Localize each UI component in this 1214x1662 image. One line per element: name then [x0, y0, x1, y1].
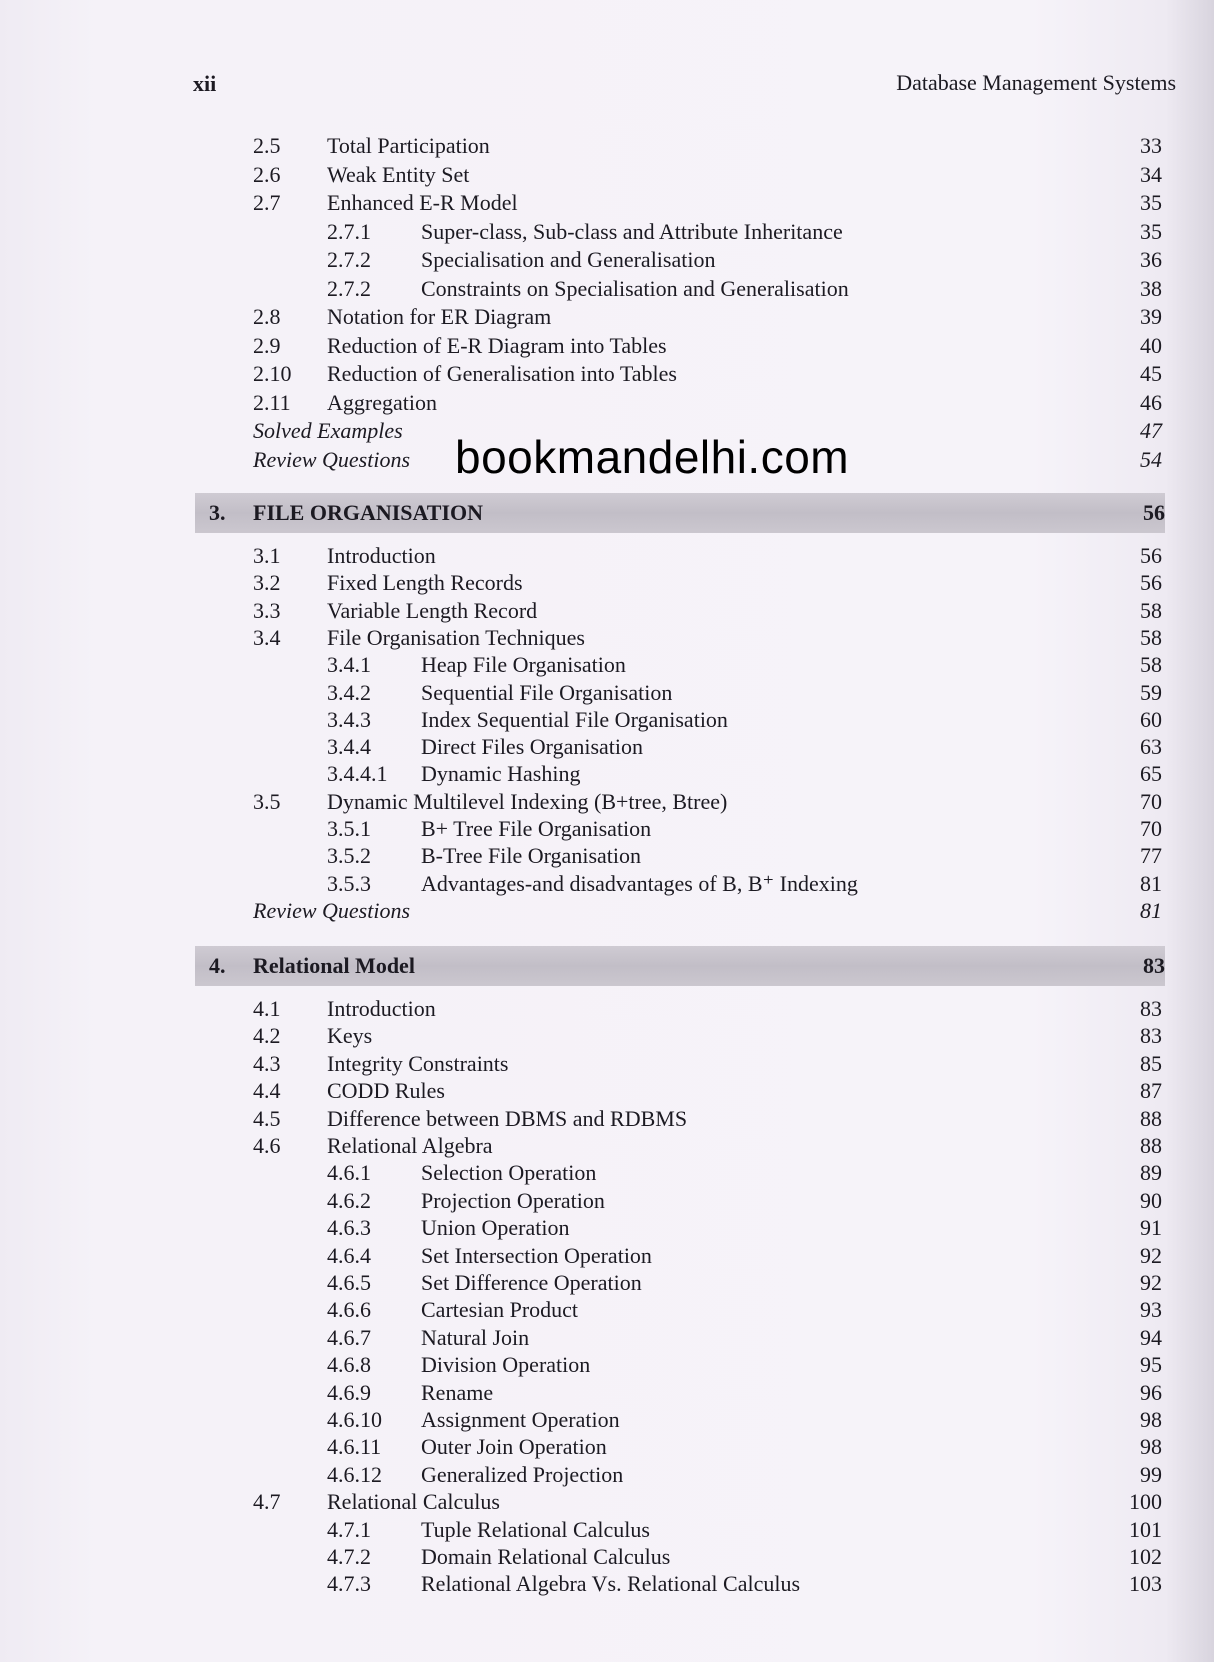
toc-entry	[0, 1188, 1214, 1216]
toc-entry	[0, 1078, 1214, 1106]
entry-number: 3.5.2	[327, 843, 371, 869]
chapter-title: FILE ORGANISATION	[253, 500, 484, 525]
entry-title: Dynamic Hashing	[421, 761, 581, 787]
toc-entry	[0, 652, 1214, 680]
entry-title: CODD Rules	[327, 1078, 445, 1104]
entry-title: Division Operation	[421, 1352, 591, 1378]
entry-title: Reduction of Generalisation into Tables	[327, 361, 677, 386]
entry-title: Aggregation	[327, 389, 437, 415]
entry-title: Fixed Length Records	[327, 570, 523, 596]
entry-number: 4.4	[253, 1078, 281, 1104]
entry-page: 47	[1140, 418, 1162, 443]
entry-number: 3.3	[253, 597, 281, 623]
toc-entry	[0, 816, 1214, 844]
toc-entry	[0, 390, 1214, 418]
toc-entry	[0, 1380, 1214, 1408]
toc-entry	[0, 219, 1214, 247]
chapter-heading-4	[195, 946, 1165, 986]
entry-number: 2.6	[253, 161, 281, 187]
toc-entry	[0, 570, 1214, 598]
entry-number: 3.4.1	[327, 652, 371, 678]
entry-title: B-Tree File Organisation	[421, 843, 641, 869]
toc-entry	[0, 1023, 1214, 1051]
entry-page: 56	[1140, 543, 1162, 568]
entry-page: 54	[1140, 446, 1162, 472]
entry-number: 3.1	[253, 543, 281, 568]
entry-title: Assignment Operation	[421, 1407, 620, 1432]
entry-page: 90	[1140, 1187, 1162, 1213]
entry-page: 40	[1140, 332, 1162, 358]
entry-number: 2.10	[253, 361, 292, 386]
entry-page: 99	[1140, 1461, 1162, 1487]
toc-entry	[0, 1270, 1214, 1298]
toc-entry	[0, 133, 1214, 161]
running-header: Database Management Systems	[896, 70, 1176, 95]
entry-title: Review Questions	[253, 897, 411, 923]
entry-page: 39	[1140, 304, 1162, 329]
entry-title: Keys	[327, 1023, 373, 1049]
entry-page: 96	[1140, 1379, 1162, 1405]
toc-entry	[0, 1407, 1214, 1435]
entry-title: Outer Join Operation	[421, 1434, 607, 1460]
toc-entry	[0, 1160, 1214, 1188]
entry-title: Domain Relational Calculus	[421, 1544, 671, 1569]
entry-title: Heap File Organisation	[421, 652, 626, 678]
entry-title: Sequential File Organisation	[421, 679, 673, 705]
entry-number: 4.6.11	[327, 1434, 382, 1460]
toc-entry	[0, 680, 1214, 708]
entry-page: 36	[1140, 247, 1162, 272]
entry-page: 59	[1140, 679, 1162, 705]
entry-number: 4.6.2	[327, 1187, 371, 1213]
entry-title: Relational Calculus	[327, 1489, 500, 1515]
entry-title: Review Questions	[253, 446, 411, 472]
toc-entry	[0, 162, 1214, 190]
toc-entry	[0, 1325, 1214, 1353]
entry-number: 4.6.9	[327, 1379, 371, 1405]
entry-page: 102	[1129, 1544, 1162, 1569]
entry-page: 56	[1140, 570, 1162, 596]
entry-page: 70	[1140, 788, 1162, 814]
entry-title: Natural Join	[421, 1324, 530, 1350]
entry-page: 33	[1140, 133, 1162, 158]
entry-page: 87	[1140, 1078, 1162, 1104]
entry-page: 81	[1140, 870, 1162, 896]
entry-page: 34	[1140, 161, 1162, 187]
entry-page: 85	[1140, 1050, 1162, 1076]
entry-title: Weak Entity Set	[327, 161, 470, 187]
entry-number: 4.3	[253, 1050, 281, 1076]
entry-page: 101	[1129, 1516, 1162, 1542]
entry-number: 4.6.1	[327, 1160, 371, 1186]
entry-number: 4.6	[253, 1133, 281, 1158]
entry-page: 45	[1140, 361, 1162, 386]
entry-title: Introduction	[327, 996, 436, 1021]
entry-title: Solved Examples	[253, 418, 403, 443]
toc-entry	[0, 598, 1214, 626]
entry-title: Set Difference Operation	[421, 1270, 642, 1295]
entry-title: Integrity Constraints	[327, 1050, 509, 1076]
entry-number: 4.6.7	[327, 1324, 371, 1350]
toc-entry	[0, 1544, 1214, 1572]
entry-number: 4.6.10	[327, 1407, 382, 1432]
entry-page: 98	[1140, 1434, 1162, 1460]
toc-entry	[0, 1571, 1214, 1599]
entry-title: Variable Length Record	[327, 597, 538, 623]
entry-number: 4.6.3	[327, 1215, 371, 1241]
entry-page: 35	[1140, 218, 1162, 244]
entry-page: 58	[1140, 624, 1162, 650]
entry-number: 4.6.5	[327, 1270, 371, 1295]
entry-number: 3.4	[253, 624, 281, 650]
entry-page: 89	[1140, 1160, 1162, 1186]
toc-entry	[0, 361, 1214, 389]
entry-page: 38	[1140, 275, 1162, 301]
entry-title: File Organisation Techniques	[327, 624, 585, 650]
entry-title: Enhanced E-R Model	[327, 190, 518, 215]
chapter-page: 56	[1143, 500, 1165, 525]
entry-number: 4.6.4	[327, 1242, 371, 1268]
toc-entry	[0, 333, 1214, 361]
entry-page: 77	[1140, 843, 1162, 869]
toc-entry	[0, 1517, 1214, 1545]
chapter-page: 83	[1143, 953, 1165, 978]
entry-page: 93	[1140, 1297, 1162, 1323]
toc-entry	[0, 1297, 1214, 1325]
entry-number: 2.11	[253, 389, 291, 415]
entry-number: 2.7.2	[327, 275, 371, 301]
entry-number: 4.7.2	[327, 1544, 371, 1569]
entry-title: Set Intersection Operation	[421, 1242, 652, 1268]
toc-entry	[0, 1215, 1214, 1243]
watermark-text: bookmandelhi.com	[455, 431, 850, 483]
entry-number: 4.6.8	[327, 1352, 371, 1378]
entry-number: 2.7.1	[327, 218, 371, 244]
chapter-title: Relational Model	[253, 953, 415, 978]
entry-number: 3.4.3	[327, 706, 371, 732]
toc-entry	[0, 1462, 1214, 1490]
toc-entry	[0, 707, 1214, 735]
toc-entry	[0, 543, 1214, 571]
toc-entry	[0, 843, 1214, 871]
chapter-number: 3.	[209, 500, 226, 525]
page-number: xii	[193, 71, 217, 96]
entry-page: 60	[1140, 706, 1162, 732]
entry-number: 4.7.3	[327, 1571, 371, 1597]
toc-entry	[0, 1489, 1214, 1517]
entry-number: 4.7.1	[327, 1516, 371, 1542]
entry-number: 2.5	[253, 133, 281, 158]
entry-page: 100	[1129, 1489, 1162, 1515]
toc-entry	[0, 1106, 1214, 1134]
entry-page: 95	[1140, 1352, 1162, 1378]
entry-number: 2.7	[253, 190, 281, 215]
entry-title: Tuple Relational Calculus	[421, 1516, 650, 1542]
entry-title: Notation for ER Diagram	[327, 304, 552, 329]
entry-page: 58	[1140, 597, 1162, 623]
entry-page: 83	[1140, 996, 1162, 1021]
entry-page: 92	[1140, 1242, 1162, 1268]
entry-page: 63	[1140, 734, 1162, 760]
toc-entry	[0, 1243, 1214, 1271]
toc-entry	[0, 734, 1214, 762]
toc-entry	[0, 1434, 1214, 1462]
entry-page: 46	[1140, 389, 1162, 415]
entry-page: 88	[1140, 1105, 1162, 1131]
entry-number: 3.2	[253, 570, 281, 596]
entry-title: Constraints on Specialisation and Generalisation	[421, 275, 849, 301]
entry-title: Direct Files Organisation	[421, 734, 643, 760]
entry-number: 3.4.4	[327, 734, 371, 760]
entry-page: 98	[1140, 1407, 1162, 1432]
toc-entry	[0, 996, 1214, 1024]
entry-page: 65	[1140, 761, 1162, 787]
toc-entry	[0, 247, 1214, 275]
entry-number: 3.4.2	[327, 679, 371, 705]
entry-title: Rename	[421, 1379, 494, 1405]
chapter-heading-3	[195, 493, 1165, 533]
entry-title: Generalized Projection	[421, 1461, 624, 1487]
entry-page: 91	[1140, 1215, 1162, 1241]
entry-title: Union Operation	[421, 1215, 570, 1241]
toc-entry	[0, 625, 1214, 653]
entry-title: B+ Tree File Organisation	[421, 816, 652, 841]
entry-number: 2.9	[253, 332, 281, 358]
entry-number: 2.8	[253, 304, 281, 329]
entry-number: 3.5	[253, 788, 281, 814]
entry-title: Difference between DBMS and RDBMS	[327, 1105, 688, 1131]
toc-entry	[0, 1352, 1214, 1380]
entry-title: Reduction of E-R Diagram into Tables	[327, 332, 667, 358]
entry-number: 4.2	[253, 1023, 281, 1049]
entry-page: 35	[1140, 190, 1162, 215]
entry-page: 70	[1140, 816, 1162, 841]
toc-entry	[0, 871, 1214, 899]
entry-title: Super-class, Sub-class and Attribute Inheritance	[421, 218, 843, 244]
entry-number: 4.7	[253, 1489, 281, 1515]
entry-number: 4.6.12	[327, 1461, 382, 1487]
entry-number: 2.7.2	[327, 247, 371, 272]
entry-page: 88	[1140, 1133, 1162, 1158]
entry-number: 3.5.1	[327, 816, 371, 841]
toc-entry	[0, 761, 1214, 789]
toc-entry	[0, 304, 1214, 332]
toc-entry	[0, 789, 1214, 817]
toc-entry	[0, 1133, 1214, 1161]
entry-title: Introduction	[327, 543, 436, 568]
entry-title: Selection Operation	[421, 1160, 597, 1186]
toc-entry	[0, 276, 1214, 304]
entry-number: 3.4.4.1	[327, 761, 388, 787]
entry-page: 94	[1140, 1324, 1162, 1350]
toc-entry	[0, 1051, 1214, 1079]
entry-title: Total Participation	[327, 133, 490, 158]
toc-entry	[0, 898, 1214, 926]
entry-page: 81	[1140, 897, 1162, 923]
entry-title: Specialisation and Generalisation	[421, 247, 716, 272]
entry-number: 4.5	[253, 1105, 281, 1131]
entry-number: 3.5.3	[327, 870, 371, 896]
entry-page: 58	[1140, 652, 1162, 678]
entry-number: 4.1	[253, 996, 281, 1021]
toc-entry	[0, 190, 1214, 218]
entry-number: 4.6.6	[327, 1297, 371, 1323]
entry-page: 92	[1140, 1270, 1162, 1295]
entry-title: Relational Algebra	[327, 1133, 493, 1158]
chapter-number: 4.	[209, 953, 226, 978]
entry-page: 83	[1140, 1023, 1162, 1049]
entry-title: Dynamic Multilevel Indexing (B+tree, Btree)	[327, 788, 728, 814]
entry-title: Cartesian Product	[421, 1297, 579, 1323]
entry-title: Index Sequential File Organisation	[421, 706, 728, 732]
entry-page: 103	[1129, 1571, 1162, 1597]
entry-title: Advantages-and disadvantages of B, B⁺ Indexing	[421, 870, 858, 896]
entry-title: Relational Algebra Vs. Relational Calculus	[421, 1571, 801, 1597]
entry-title: Projection Operation	[421, 1187, 605, 1213]
